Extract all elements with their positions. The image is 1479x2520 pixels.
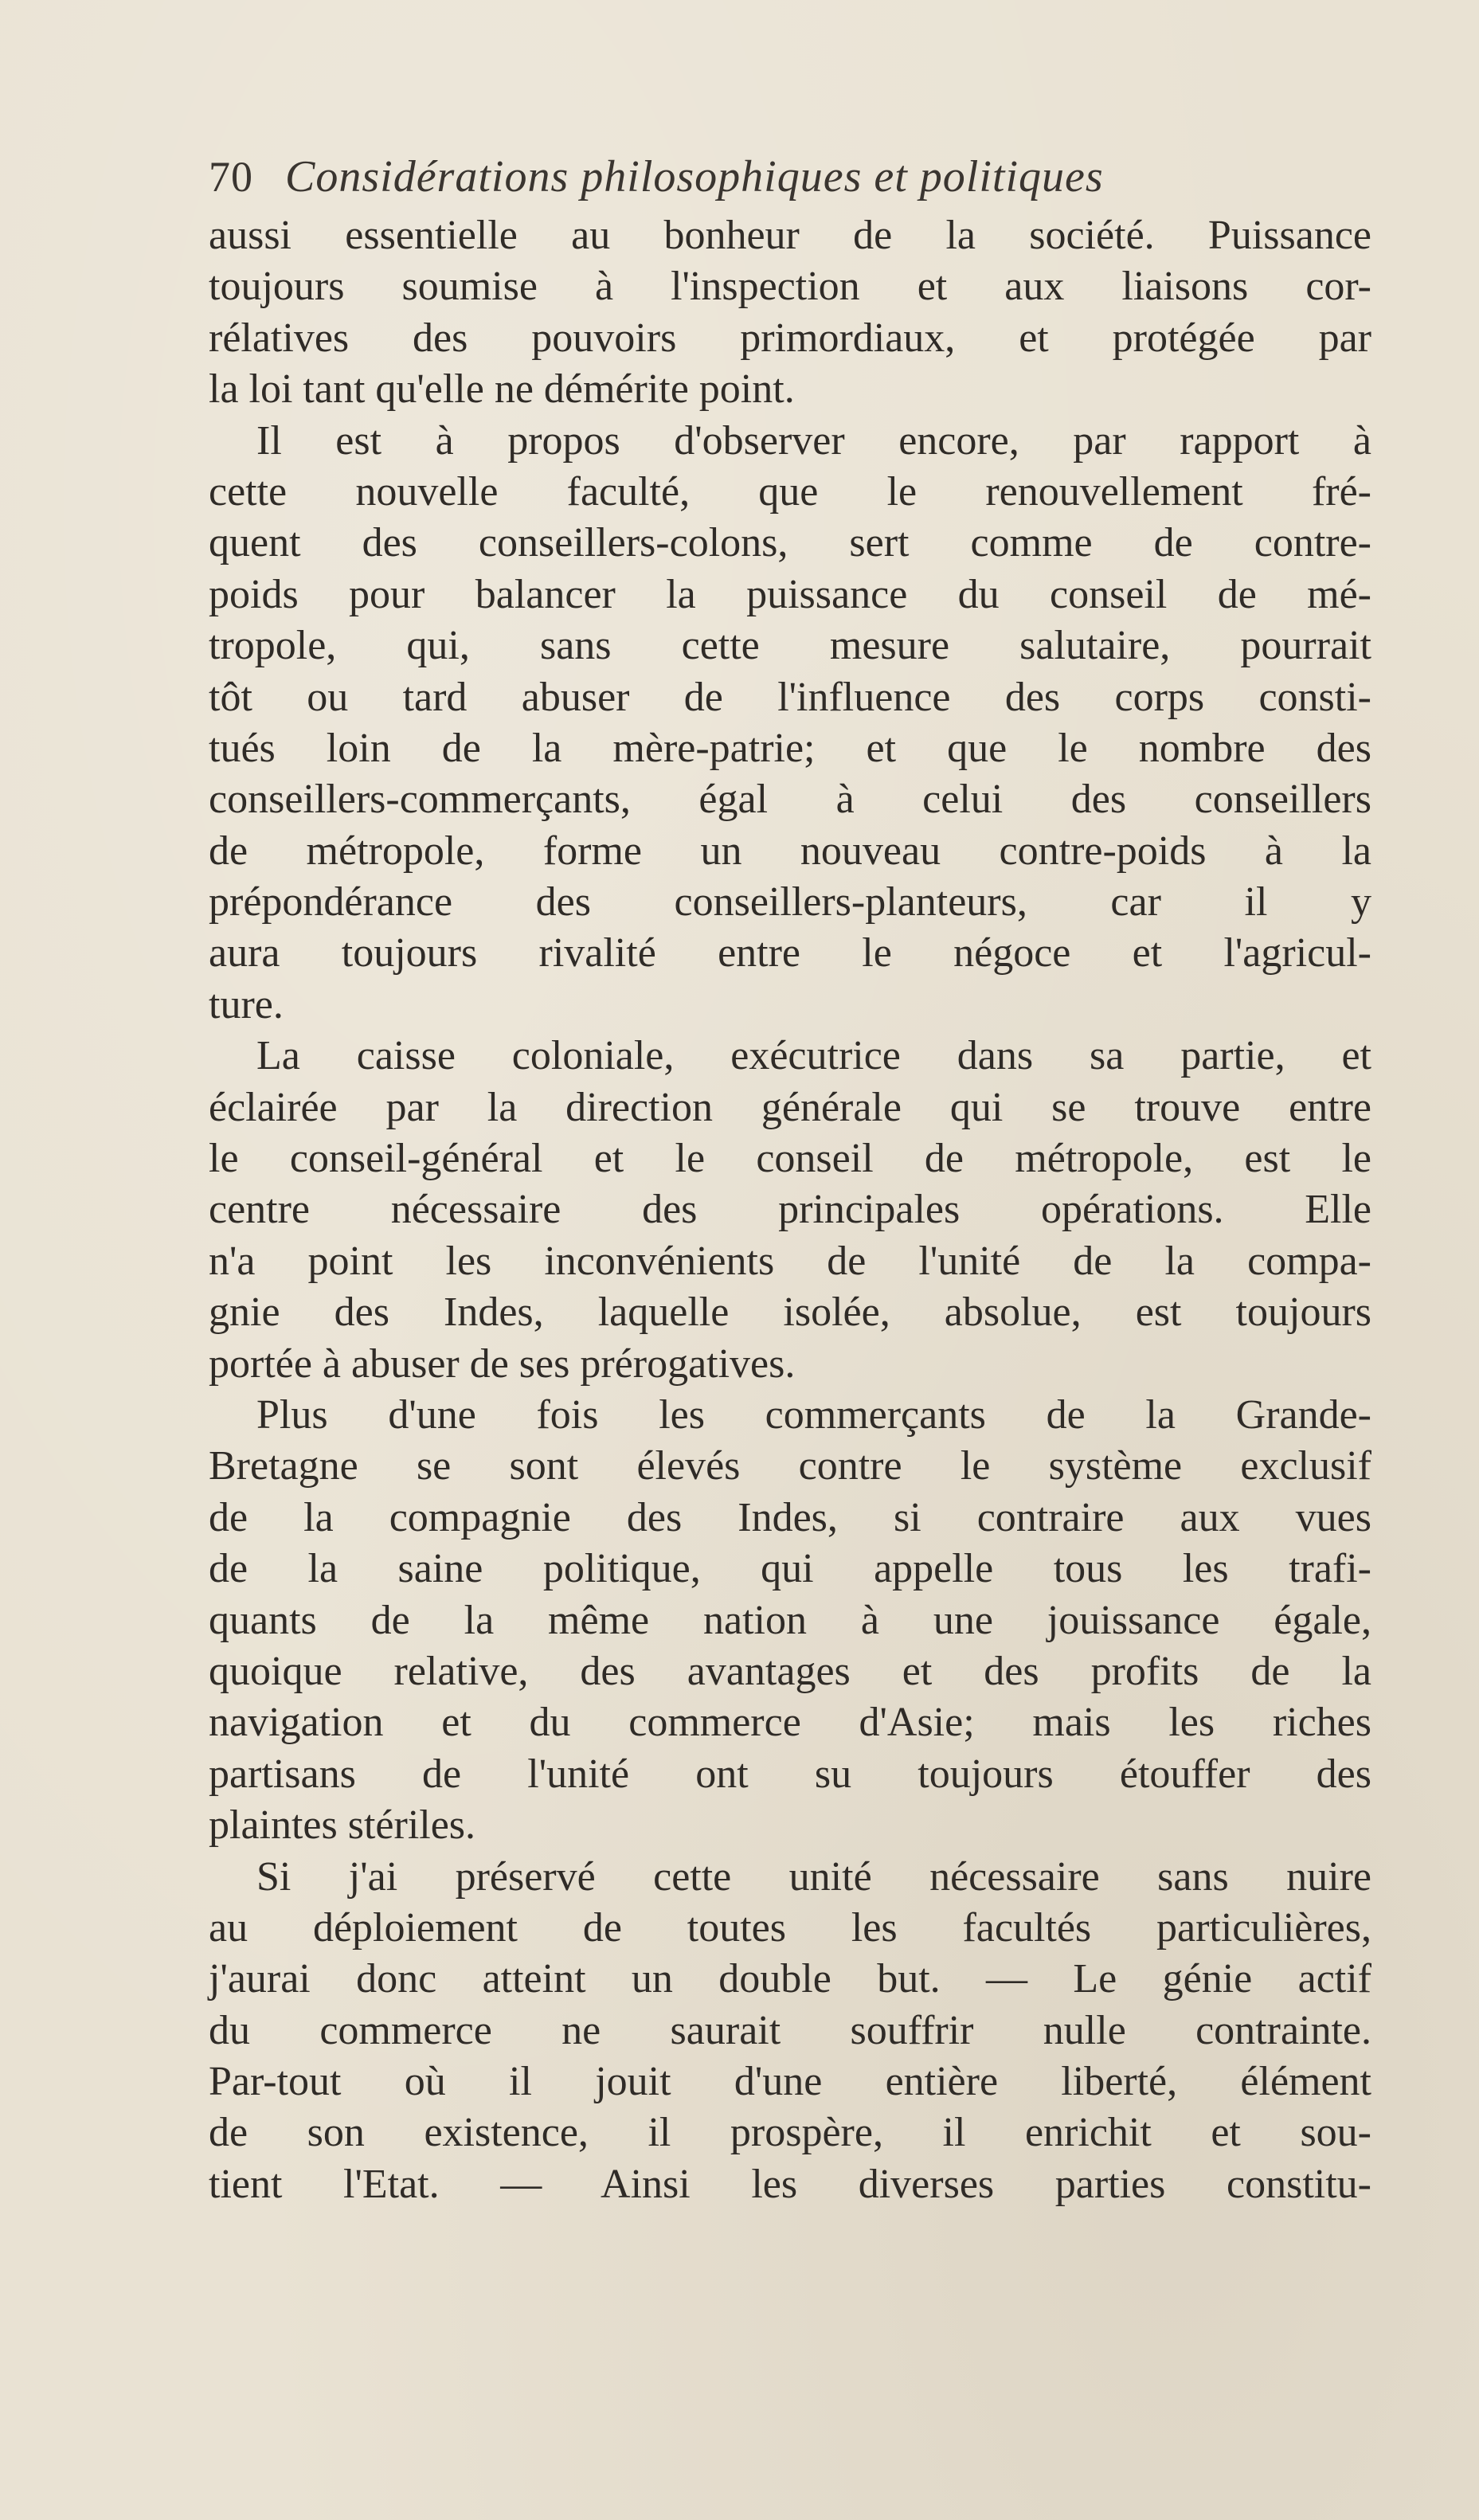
text-line: toujours soumise à l'inspection et aux liaisons cor-: [209, 264, 1371, 310]
text-line: Par-tout où il jouit d'une entière liberté, élément: [209, 2059, 1371, 2105]
text-line: navigation et du commerce d'Asie; mais les riches: [209, 1700, 1371, 1746]
text-line: prépondérance des conseillers-planteurs, car il y: [209, 879, 1371, 925]
page-number: 70: [209, 153, 253, 201]
text-line: ture.: [209, 981, 284, 1027]
text-line: n'a point les inconvénients de l'unité de la compa-: [209, 1238, 1371, 1284]
text-line: partisans de l'unité ont su toujours étouffer des: [209, 1751, 1371, 1797]
text-line: portée à abuser de ses prérogatives.: [209, 1340, 796, 1387]
text-line: rélatives des pouvoirs primordiaux, et protégée par: [209, 315, 1371, 361]
text-line: la loi tant qu'elle ne démérite point.: [209, 366, 795, 413]
text-line: de la compagnie des Indes, si contraire aux vues: [209, 1494, 1371, 1540]
text-line: tropole, qui, sans cette mesure salutaire, pourrait: [209, 623, 1371, 669]
text-line: le conseil-général et le conseil de métropole, est le: [209, 1136, 1371, 1182]
text-line: Bretagne se sont élevés contre le système exclusif: [209, 1443, 1371, 1489]
text-line: conseillers-commerçants, égal à celui des conseillers: [209, 777, 1371, 823]
text-line: au déploiement de toutes les facultés particulières,: [209, 1904, 1371, 1951]
text-line: quants de la même nation à une jouissance égale,: [209, 1597, 1371, 1643]
page-header: [209, 151, 1371, 215]
text-line: j'aurai donc atteint un double but. — Le génie actif: [209, 1956, 1371, 2002]
text-line: de la saine politique, qui appelle tous les trafi-: [209, 1546, 1371, 1592]
text-line: centre nécessaire des principales opérations. Elle: [209, 1187, 1371, 1233]
text-line: éclairée par la direction générale qui se trouve entre: [209, 1084, 1371, 1130]
text-line: cette nouvelle faculté, que le renouvellement fré-: [209, 468, 1371, 515]
text-line: tient l'Etat. — Ainsi les diverses parties constitu-: [209, 2161, 1371, 2207]
text-line: quent des conseillers-colons, sert comme de contre-: [209, 520, 1371, 566]
text-line: tués loin de la mère-patrie; et que le nombre des: [209, 725, 1371, 771]
text-line: Plus d'une fois les commerçants de la Grande-: [256, 1391, 1371, 1438]
running-title: Considérations philosophiques et politiques: [285, 152, 1104, 202]
body-text: [209, 210, 1371, 2210]
text-line: aura toujours rivalité entre le négoce et l'agricul-: [209, 930, 1371, 976]
text-line: plaintes stériles.: [209, 1802, 476, 1849]
text-line: aussi essentielle au bonheur de la société. Puissance: [209, 213, 1371, 258]
text-line: de métropole, forme un nouveau contre-poids à la: [209, 828, 1371, 874]
text-line: quoique relative, des avantages et des profits de la: [209, 1648, 1371, 1694]
text-line: Si j'ai préservé cette unité nécessaire sans nuire: [256, 1853, 1371, 1900]
text-line: La caisse coloniale, exécutrice dans sa partie, et: [256, 1033, 1371, 1079]
text-line: de son existence, il prospère, il enrichit et sou-: [209, 2110, 1371, 2156]
text-line: du commerce ne saurait souffrir nulle contrainte.: [209, 2007, 1371, 2053]
text-line: tôt ou tard abuser de l'influence des corps consti-: [209, 674, 1371, 720]
text-line: Il est à propos d'observer encore, par rapport à: [256, 417, 1371, 464]
text-line: gnie des Indes, laquelle isolée, absolue, est toujours: [209, 1289, 1371, 1336]
text-line: poids pour balancer la puissance du conseil de mé-: [209, 571, 1371, 617]
